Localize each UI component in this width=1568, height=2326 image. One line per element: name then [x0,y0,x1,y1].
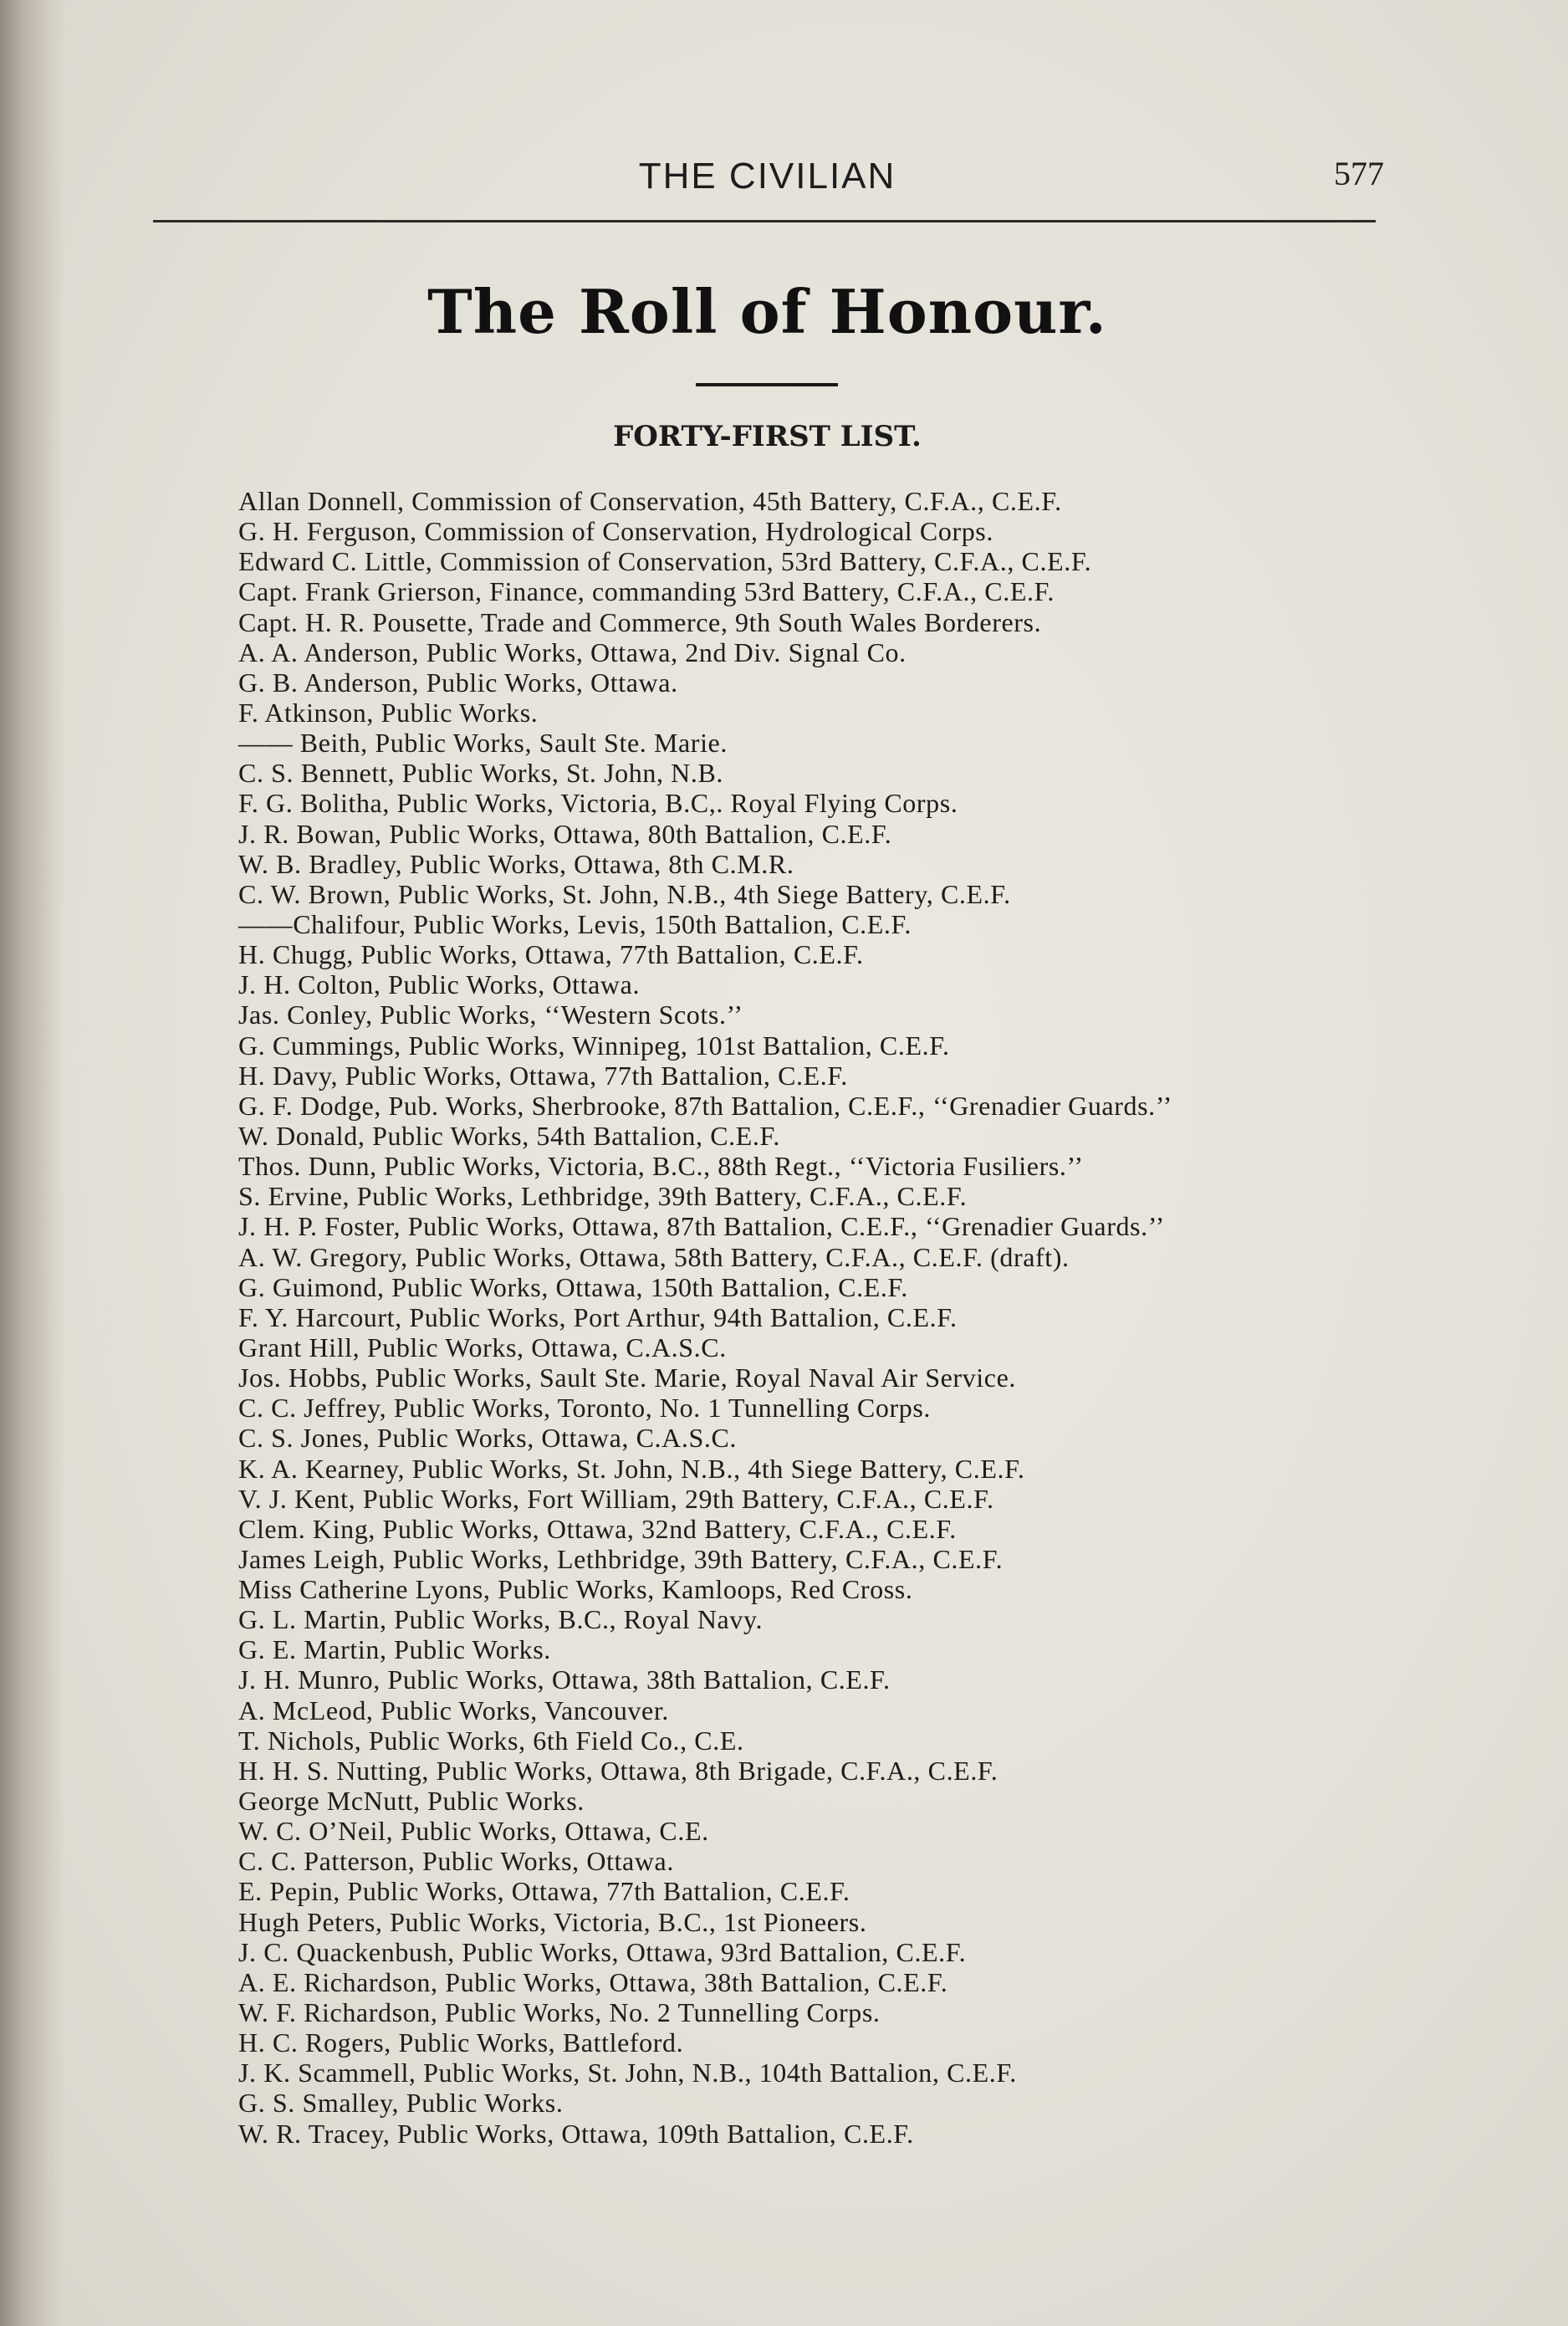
list-item: Capt. H. R. Pousette, Trade and Commerce, 9th South Wales Borderers. [238,606,1042,637]
list-item: T. Nichols, Public Works, 6th Field Co., C.E. [238,1725,744,1756]
list-item: A. McLeod, Public Works, Vancouver. [238,1695,669,1725]
list-item: A. E. Richardson, Public Works, Ottawa, 38th Battalion, C.E.F. [238,1966,948,1997]
list-item: W. R. Tracey, Public Works, Ottawa, 109th Battalion, C.E.F. [238,2118,914,2149]
list-item: J. H. P. Foster, Public Works, Ottawa, 87th Battalion, C.E.F., ‘‘Grenadier Guards.’’ [238,1211,1165,1242]
list-item: W. F. Richardson, Public Works, No. 2 Tunnelling Corps. [238,1997,881,2028]
list-item: J. K. Scammell, Public Works, St. John, N.B., 104th Battalion, C.E.F. [238,2058,1017,2088]
list-item: Edward C. Little, Commission of Conservation, 53rd Battery, C.F.A., C.E.F. [238,546,1092,577]
list-item: J. R. Bowan, Public Works, Ottawa, 80th Battalion, C.E.F. [238,818,892,849]
list-item: Jos. Hobbs, Public Works, Sault Ste. Marie, Royal Naval Air Service. [238,1362,1016,1393]
list-item: Clem. King, Public Works, Ottawa, 32nd Battery, C.F.A., C.E.F. [238,1513,957,1544]
list-item: H. Davy, Public Works, Ottawa, 77th Battalion, C.E.F. [238,1060,848,1091]
list-item: H. C. Rogers, Public Works, Battleford. [238,2027,684,2058]
list-item: K. A. Kearney, Public Works, St. John, N.B., 4th Siege Battery, C.E.F. [238,1453,1025,1484]
list-item: W. C. O’Neil, Public Works, Ottawa, C.E. [238,1816,709,1847]
page-header [151,151,1384,201]
list-item: Allan Donnell, Commission of Conservation, 45th Battery, C.F.A., C.E.F. [238,486,1062,516]
list-item: W. Donald, Public Works, 54th Battalion, C.E.F. [238,1120,780,1151]
list-item: G. B. Anderson, Public Works, Ottawa. [238,667,678,698]
list-item: J. C. Quackenbush, Public Works, Ottawa, 93rd Battalion, C.E.F. [238,1936,967,1967]
list-item: George McNutt, Public Works. [238,1786,585,1817]
list-item: A. A. Anderson, Public Works, Ottawa, 2nd Div. Signal Co. [238,636,907,667]
list-item: Thos. Dunn, Public Works, Victoria, B.C., 88th Regt., ‘‘Victoria Fusiliers.’’ [238,1151,1084,1182]
list-item: F. Atkinson, Public Works. [238,697,539,728]
list-item: H. H. S. Nutting, Public Works, Ottawa, 8th Brigade, C.F.A., C.E.F. [238,1755,999,1786]
list-item: G. Guimond, Public Works, Ottawa, 150th Battalion, C.E.F. [238,1271,908,1302]
list-heading: FORTY-FIRST LIST. [613,420,922,453]
list-item: Miss Catherine Lyons, Public Works, Kamloops, Red Cross. [238,1574,913,1605]
list-item: E. Pepin, Public Works, Ottawa, 77th Battalion, C.E.F. [238,1876,850,1907]
list-item: James Leigh, Public Works, Lethbridge, 39th Battery, C.F.A., C.E.F. [238,1543,1004,1574]
list-item: H. Chugg, Public Works, Ottawa, 77th Battalion, C.E.F. [238,939,864,970]
header-divider [153,220,1376,222]
list-item: G. S. Smalley, Public Works. [238,2088,564,2119]
page-title: The Roll of Honour. [427,276,1107,347]
list-item: ——Chalifour, Public Works, Levis, 150th Battalion, C.E.F. [238,908,912,939]
list-item: F. G. Bolitha, Public Works, Victoria, B.C,. Royal Flying Corps. [238,788,958,819]
running-title: THE CIVILIAN [638,156,896,197]
list-item: C. S. Jones, Public Works, Ottawa, C.A.S.C. [238,1423,738,1454]
list-item: Grant Hill, Public Works, Ottawa, C.A.S.C. [238,1332,727,1362]
title-divider [696,383,838,386]
roll-of-honour-list [238,486,1392,2149]
list-item: G. Cummings, Public Works, Winnipeg, 101st Battalion, C.E.F. [238,1030,950,1061]
list-item: C. C. Jeffrey, Public Works, Toronto, No. 1 Tunnelling Corps. [238,1393,931,1424]
list-item: G. E. Martin, Public Works. [238,1634,551,1665]
binding-gutter-shadow [0,0,65,2326]
list-item: C. S. Bennett, Public Works, St. John, N.B. [238,758,724,789]
page-number: 577 [1334,155,1384,192]
list-item: Jas. Conley, Public Works, ‘‘Western Scots.’’ [238,999,743,1030]
list-item: C. W. Brown, Public Works, St. John, N.B., 4th Siege Battery, C.E.F. [238,878,1011,909]
list-item: Capt. Frank Grierson, Finance, commanding 53rd Battery, C.F.A., C.E.F. [238,576,1055,607]
list-item: G. F. Dodge, Pub. Works, Sherbrooke, 87th Battalion, C.E.F., ‘‘Grenadier Guards.’’ [238,1090,1172,1121]
list-item: F. Y. Harcourt, Public Works, Port Arthur, 94th Battalion, C.E.F. [238,1301,958,1332]
list-item: V. J. Kent, Public Works, Fort William, 29th Battery, C.F.A., C.E.F. [238,1483,994,1514]
list-item: A. W. Gregory, Public Works, Ottawa, 58th Battery, C.F.A., C.E.F. (draft). [238,1241,1070,1272]
list-item: Hugh Peters, Public Works, Victoria, B.C., 1st Pioneers. [238,1906,867,1937]
list-item: C. C. Patterson, Public Works, Ottawa. [238,1846,674,1877]
list-item: —— Beith, Public Works, Sault Ste. Marie. [238,728,728,759]
list-item: J. H. Colton, Public Works, Ottawa. [238,969,641,1000]
list-item: W. B. Bradley, Public Works, Ottawa, 8th C.M.R. [238,848,794,879]
list-item: G. L. Martin, Public Works, B.C., Royal Navy. [238,1604,764,1635]
list-item: G. H. Ferguson, Commission of Conservation, Hydrological Corps. [238,516,993,547]
list-item: S. Ervine, Public Works, Lethbridge, 39th Battery, C.F.A., C.E.F. [238,1181,968,1212]
list-item: J. H. Munro, Public Works, Ottawa, 38th Battalion, C.E.F. [238,1664,891,1695]
